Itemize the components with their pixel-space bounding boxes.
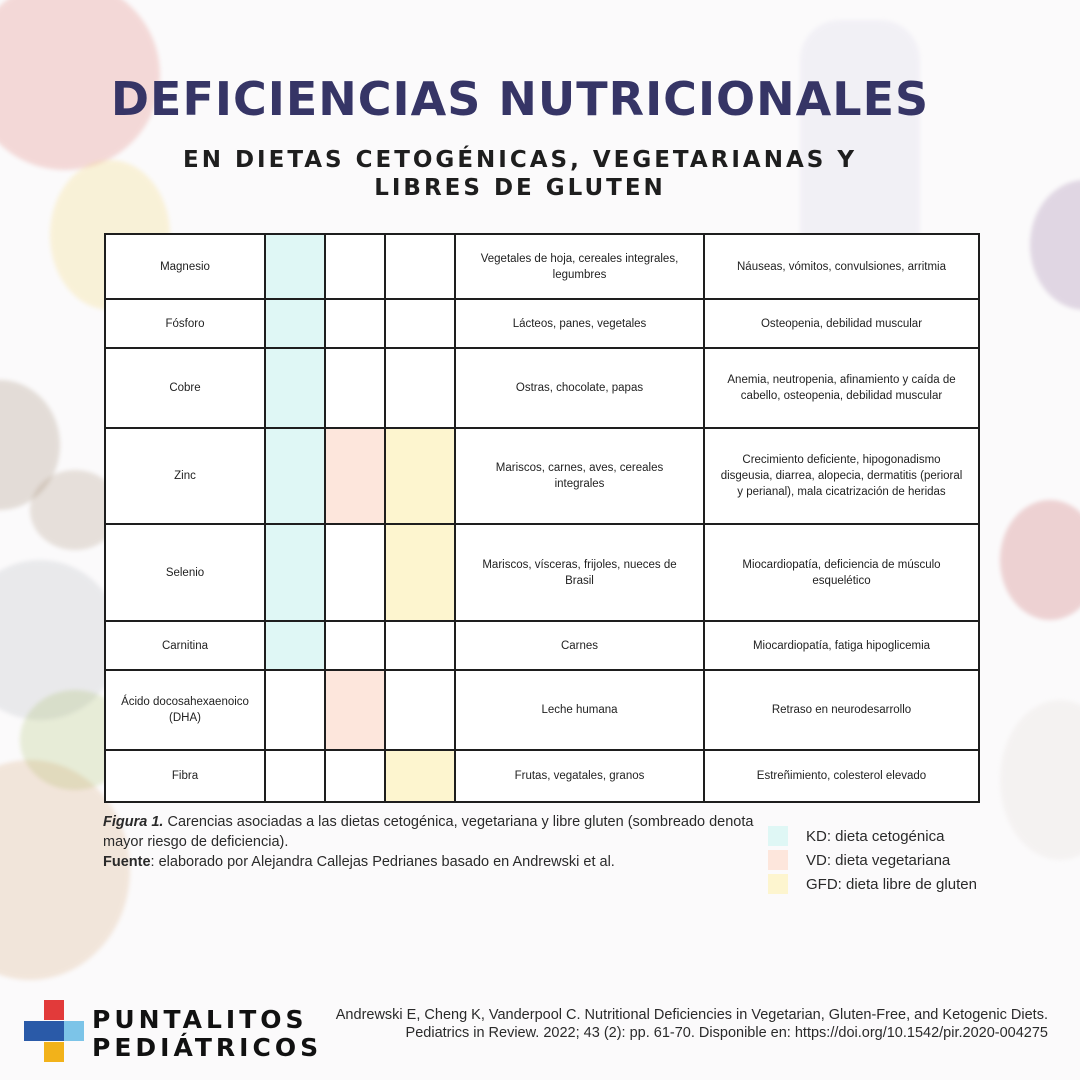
risk-cell-kd bbox=[265, 750, 325, 802]
risk-cell-kd bbox=[265, 299, 325, 348]
sources-cell: Leche humana bbox=[455, 670, 704, 750]
table-row bbox=[105, 348, 979, 428]
risk-cell-kd bbox=[265, 348, 325, 428]
figure-text: Carencias asociadas a las dietas cetogénica, vegetariana y libre gluten (sombreado denota mayor riesgo de deficiencia). bbox=[103, 814, 754, 850]
risk-cell-gfd bbox=[385, 299, 455, 348]
effects-cell: Anemia, neutropenia, afinamiento y caída de cabello, osteopenia, debilidad muscular bbox=[704, 348, 979, 428]
effects-cell: Retraso en neurodesarrollo bbox=[704, 670, 979, 750]
nutrient-cell: Selenio bbox=[105, 524, 265, 621]
page-subtitle: EN DIETAS CETOGÉNICAS, VEGETARIANAS Y LIBRES DE GLUTEN bbox=[183, 147, 857, 201]
effects-cell: Miocardiopatía, fatiga hipoglicemia bbox=[704, 621, 979, 670]
legend-item-gfd bbox=[768, 872, 1028, 896]
sources-cell: Carnes bbox=[455, 621, 704, 670]
effects-cell: Náuseas, vómitos, convulsiones, arritmia bbox=[704, 234, 979, 299]
nutrient-cell: Carnitina bbox=[105, 621, 265, 670]
risk-cell-gfd bbox=[385, 348, 455, 428]
risk-cell-vd bbox=[325, 348, 385, 428]
risk-cell-vd bbox=[325, 670, 385, 750]
risk-cell-gfd bbox=[385, 428, 455, 524]
effects-cell: Estreñimiento, colesterol elevado bbox=[704, 750, 979, 802]
sources-cell: Lácteos, panes, vegetales bbox=[455, 299, 704, 348]
risk-cell-vd bbox=[325, 621, 385, 670]
sources-cell: Vegetales de hoja, cereales integrales, legumbres bbox=[455, 234, 704, 299]
table-row bbox=[105, 428, 979, 524]
nutrient-cell: Fósforo bbox=[105, 299, 265, 348]
risk-cell-vd bbox=[325, 234, 385, 299]
table-row bbox=[105, 750, 979, 802]
risk-cell-gfd bbox=[385, 234, 455, 299]
risk-cell-kd bbox=[265, 234, 325, 299]
table-row bbox=[105, 621, 979, 670]
legend-swatch-kd bbox=[768, 826, 788, 846]
risk-cell-kd bbox=[265, 670, 325, 750]
risk-cell-vd bbox=[325, 299, 385, 348]
legend-swatch-vd bbox=[768, 850, 788, 870]
page-title: DEFICIENCIAS NUTRICIONALES bbox=[110, 72, 930, 126]
brand-line-2: PEDIÁTRICOS bbox=[92, 1033, 323, 1062]
effects-cell: Miocardiopatía, deficiencia de músculo esquelético bbox=[704, 524, 979, 621]
legend-label-gfd: GFD: dieta libre de gluten bbox=[806, 875, 977, 893]
risk-cell-vd bbox=[325, 750, 385, 802]
legend-item-kd bbox=[768, 824, 1028, 848]
nutrient-cell: Zinc bbox=[105, 428, 265, 524]
risk-cell-vd bbox=[325, 428, 385, 524]
sources-cell: Frutas, vegatales, granos bbox=[455, 750, 704, 802]
table-row bbox=[105, 670, 979, 750]
risk-cell-gfd bbox=[385, 621, 455, 670]
sources-cell: Ostras, chocolate, papas bbox=[455, 348, 704, 428]
risk-cell-kd bbox=[265, 621, 325, 670]
risk-cell-kd bbox=[265, 428, 325, 524]
figure-caption bbox=[103, 812, 763, 872]
risk-cell-gfd bbox=[385, 670, 455, 750]
brand-logo-icon bbox=[24, 1000, 84, 1062]
legend-label-kd: KD: dieta cetogénica bbox=[806, 827, 945, 845]
nutrient-cell: Ácido docosahexaenoico (DHA) bbox=[105, 670, 265, 750]
figure-label: Figura 1. bbox=[103, 814, 164, 830]
effects-cell: Osteopenia, debilidad muscular bbox=[704, 299, 979, 348]
nutrient-cell: Fibra bbox=[105, 750, 265, 802]
risk-cell-gfd bbox=[385, 750, 455, 802]
risk-cell-kd bbox=[265, 524, 325, 621]
risk-cell-vd bbox=[325, 524, 385, 621]
source-label: Fuente bbox=[103, 854, 151, 870]
source-text: : elaborado por Alejandra Callejas Pedrianes basado en Andrewski et al. bbox=[150, 854, 615, 870]
nutrient-cell: Cobre bbox=[105, 348, 265, 428]
effects-cell: Crecimiento deficiente, hipogonadismo disgeusia, diarrea, alopecia, dermatitis (perioral y perianal), mala cicatrización de heridas bbox=[704, 428, 979, 524]
fruit-decoration bbox=[1000, 500, 1080, 620]
legend-swatch-gfd bbox=[768, 874, 788, 894]
legend-label-vd: VD: dieta vegetariana bbox=[806, 851, 951, 869]
sources-cell: Mariscos, vísceras, frijoles, nueces de Brasil bbox=[455, 524, 704, 621]
nutrient-table bbox=[104, 233, 980, 803]
table-row bbox=[105, 299, 979, 348]
reference-citation: Andrewski E, Cheng K, Vanderpool C. Nutritional Deficiencies in Vegetarian, Gluten-Free, and Ketogenic Diets. Pediatrics in Review. 2022; 43 (2): pp. 61-70. Disponible en: https://doi.org/10.1542/pir.2020-004275 bbox=[335, 1007, 1048, 1041]
sources-cell: Mariscos, carnes, aves, cereales integrales bbox=[455, 428, 704, 524]
table-row bbox=[105, 234, 979, 299]
brand-name bbox=[92, 1006, 352, 1062]
diet-legend bbox=[768, 824, 1028, 896]
risk-cell-gfd bbox=[385, 524, 455, 621]
fruit-decoration bbox=[1030, 180, 1080, 310]
legend-item-vd bbox=[768, 848, 1028, 872]
brand-line-1: PUNTALITOS bbox=[92, 1005, 308, 1034]
nutrient-cell: Magnesio bbox=[105, 234, 265, 299]
table-row bbox=[105, 524, 979, 621]
